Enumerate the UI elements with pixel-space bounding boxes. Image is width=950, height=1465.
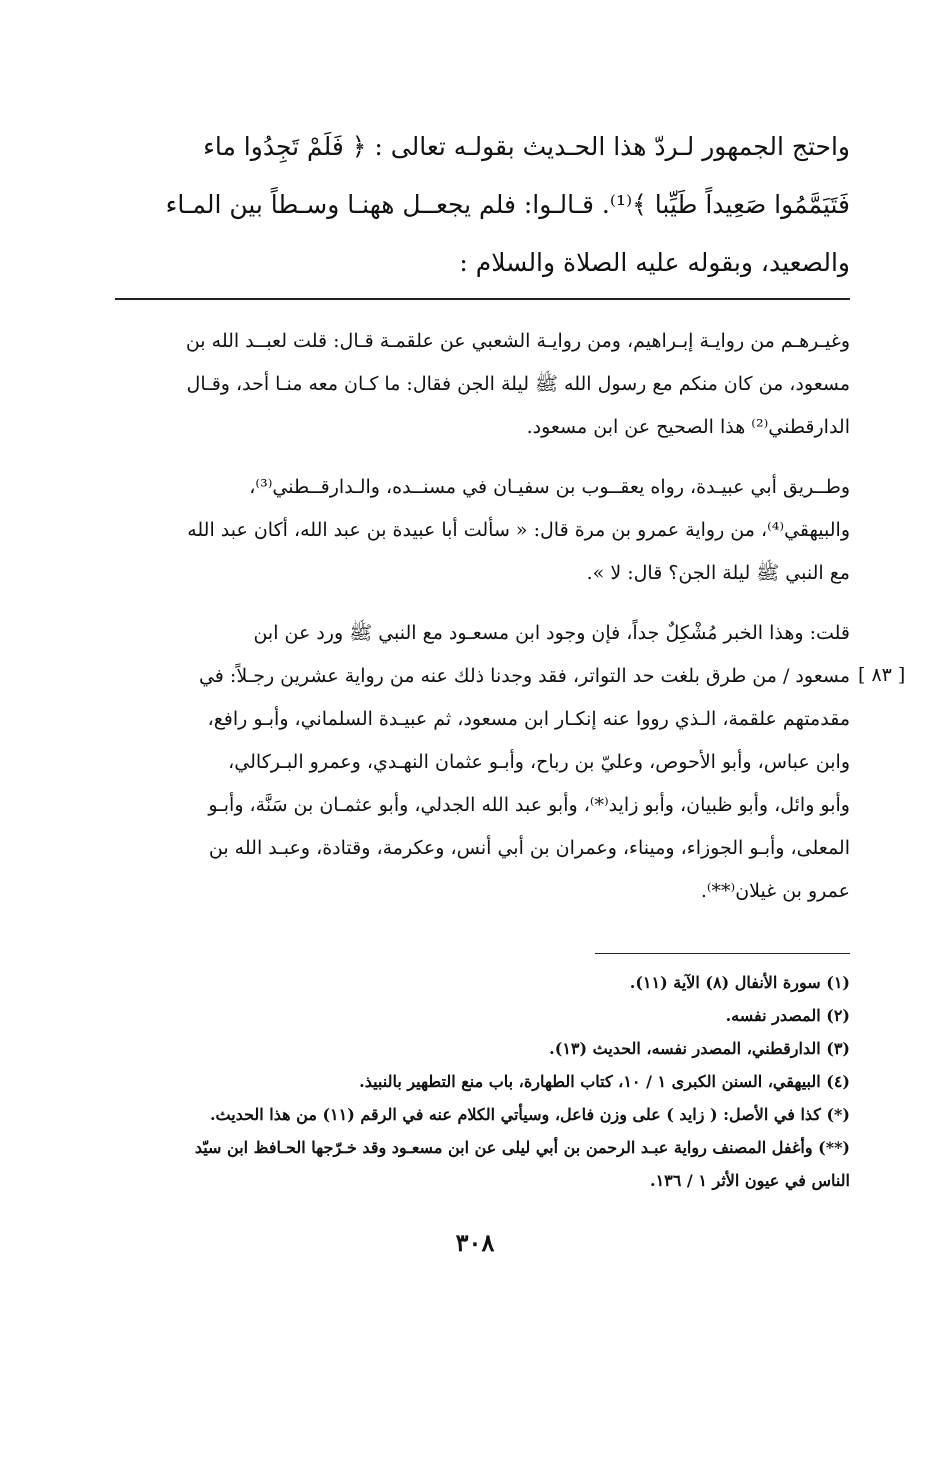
footnote-line: (١) سورة الأنفال (٨) الآية (١١).: [629, 973, 850, 992]
footnote-line: (**) وأغفل المصنف رواية عبـد الرحمن بن أبي ليلى عن ابن مسعـود وقد خـرّجها الحـافظ ابن سيّد: [194, 1138, 850, 1157]
commentary-paragraph: [110, 320, 850, 449]
manuscript-folio-marker: [ ٨٣ ]: [858, 664, 906, 686]
commentary-line: وابن عباس، وأبو الأحوص، وعليّ بن رباح، وأبـو عثمان النهـدي، وعمرو البـركالي،: [228, 751, 850, 773]
main-text: [110, 118, 850, 292]
footnote-line: (*) كذا في الأصل: ( زايد ) على وزن فاعل، وسيأتي الكلام عنه في الرقم (١١) من هذا الحديث.: [209, 1105, 850, 1124]
footnote-line: (٤) البيهقي، السنن الكبرى ١ / ١٠، كتاب الطهارة، باب منع التطهير بالنبيذ.: [359, 1072, 850, 1091]
section-divider: [115, 298, 850, 300]
footnote-line: (٣) الدارقطني، المصدر نفسه، الحديث (١٣).: [549, 1039, 850, 1058]
commentary-line: عمرو بن غيلان⁽**⁾.: [700, 880, 850, 902]
commentary-line: مع النبي ﷺ ليلة الجن؟ قال: لا ».: [586, 562, 850, 584]
commentary-line: قلت: وهذا الخبر مُشْكِلٌ جداً، فإن وجود ابن مسعـود مع النبي ﷺ ورد عن ابن: [253, 622, 850, 644]
commentary-line: والبيهقي⁽⁴⁾، من رواية عمرو بن مرة قال: « سألت أبا عبيدة بن عبد الله، أكان عبد الله: [187, 519, 850, 541]
main-text-line: واحتج الجمهور لـردّ هذا الحـديث بقولـه تعالى : ﴿ فَلَمْ تَجِدُوا ماء: [203, 132, 850, 161]
commentary-line: المعلى، وأبـو الجوزاء، وميناء، وعمران بن أبي أنس، وعكرمة، وقتادة، وعبـد الله بن: [208, 837, 850, 859]
commentary-paragraph: [110, 612, 850, 913]
commentary-line: وأبو وائل، وأبو ظبيان، وأبو زايد⁽*⁾، وأبو عبد الله الجدلي، وأبو عثمـان بن سَنَّة، وأبـو: [208, 794, 850, 816]
commentary-text: [110, 320, 850, 930]
page-number: ٣٠٨: [455, 1228, 495, 1257]
commentary-line: مسعود، من كان منكم مع رسول الله ﷺ ليلة الجن فقال: ما كـان معه منـا أحد، وقـال: [186, 373, 850, 395]
footnote-line: الناس في عيون الأثر ١ / ١٣٦.: [650, 1171, 850, 1190]
commentary-line: الدارقطني⁽²⁾ هذا الصحيح عن ابن مسعود.: [526, 416, 850, 438]
commentary-line: مقدمتهم علقمة، الـذي رووا عنه إنكـار ابن مسعود، ثم عبيـدة السلماني، وأبـو رافع،: [207, 708, 850, 730]
main-text-line: والصعيد، وبقوله عليه الصلاة والسلام :: [459, 248, 850, 277]
footnote-line: (٢) المصدر نفسه.: [725, 1006, 850, 1025]
commentary-line: وغيـرهـم من روايـة إبـراهيم، ومن روايـة الشعبي عن علقمـة قـال: قلت لعبــد الله بن: [185, 330, 850, 352]
footnote-divider: [595, 953, 850, 954]
commentary-line: مسعود / من طرق بلغت حد التواتر، فقد وجدنا ذلك عنه من رواية عشرين رجـلاً: في: [198, 665, 850, 687]
footnotes: [110, 966, 850, 1197]
main-text-line: فَتَيَمَّمُوا صَعِيداً طَيِّبا ﴾⁽¹⁾. قـالـوا: فلم يجعــل ههنـا وسـطاً بين المـاء: [165, 190, 850, 219]
commentary-line: وطــريق أبي عبيـدة، رواه يعقــوب بن سفيـان في مسنــده، والـدارقــطني⁽³⁾،: [249, 476, 850, 498]
commentary-paragraph: [110, 466, 850, 595]
